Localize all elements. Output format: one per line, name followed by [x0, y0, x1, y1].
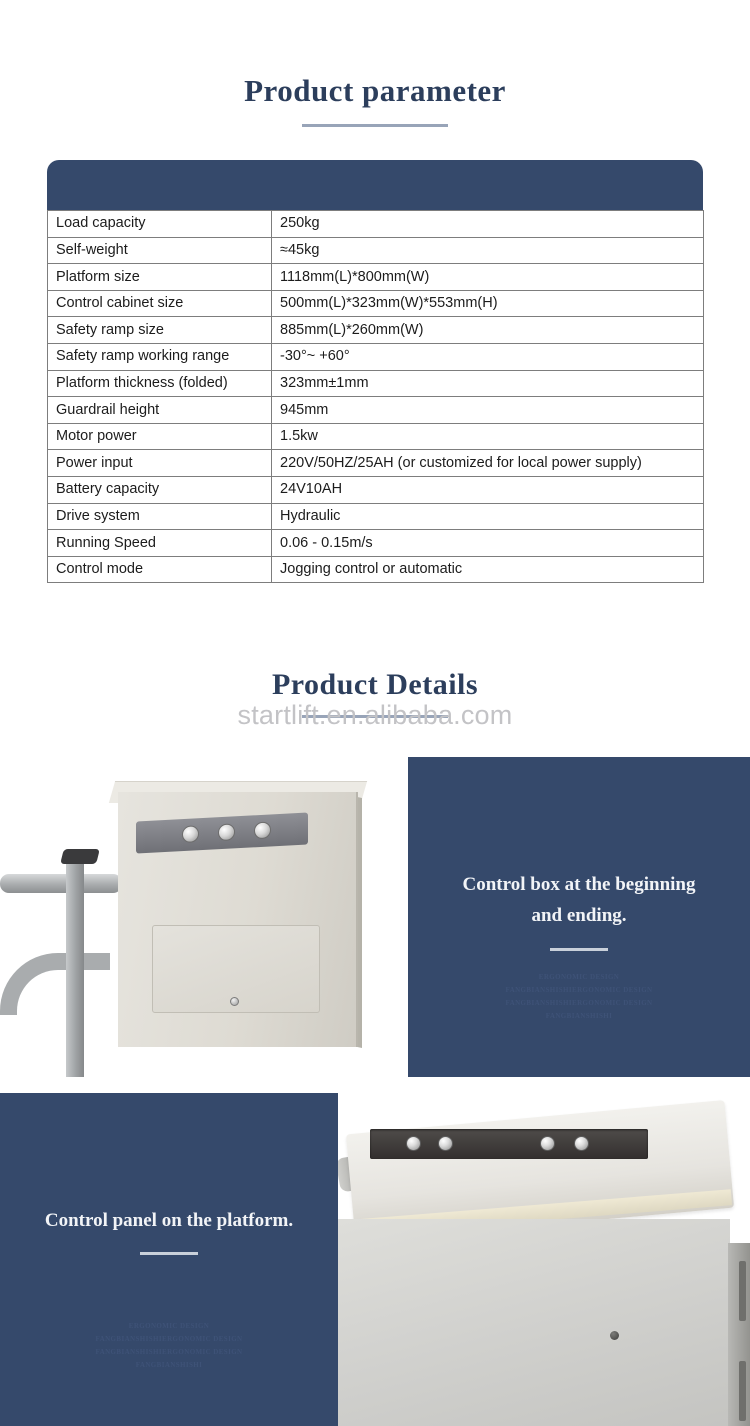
title-underline	[302, 124, 448, 127]
caption-line-1: Control box at the beginning	[462, 874, 696, 895]
platform-button-4	[574, 1136, 589, 1151]
faint-line-1: ERGONOMIC DESIGN	[538, 973, 620, 982]
handrail-post	[66, 861, 84, 1077]
parameter-table-body	[47, 210, 704, 583]
table-row	[48, 343, 704, 370]
handrail-curve	[0, 953, 110, 1015]
platform-button-1	[406, 1136, 421, 1151]
table-cell-value: Jogging control or automatic	[272, 556, 704, 583]
cabinet-lock	[230, 997, 239, 1006]
caption-underline-1	[550, 948, 608, 951]
caption-line-3: Control panel on the platform.	[44, 1210, 294, 1231]
cabinet-button-3	[254, 821, 271, 839]
table-row	[48, 370, 704, 397]
table-cell-value: 500mm(L)*323mm(W)*553mm(H)	[272, 290, 704, 317]
table-cell-value: 1.5kw	[272, 423, 704, 450]
table-cell-value: 220V/50HZ/25AH (or customized for local power supply)	[272, 450, 704, 477]
table-cell-key: Control mode	[48, 556, 272, 583]
table-row	[48, 476, 704, 503]
cabinet-button-2	[218, 823, 235, 841]
table-cell-key: Control cabinet size	[48, 290, 272, 317]
caption-underline-2	[140, 1252, 198, 1255]
platform-button-2	[438, 1136, 453, 1151]
product-parameter-header	[0, 0, 750, 127]
parameter-table	[47, 160, 703, 583]
table-cell-key: Battery capacity	[48, 476, 272, 503]
table-cell-value: Hydraulic	[272, 503, 704, 530]
table-row	[48, 397, 704, 424]
table-cell-value: 0.06 - 0.15m/s	[272, 530, 704, 557]
table-cell-key: Platform size	[48, 264, 272, 291]
platform-screw	[610, 1331, 619, 1340]
table-cell-key: Running Speed	[48, 530, 272, 557]
table-row	[48, 423, 704, 450]
table-row	[48, 237, 704, 264]
details-row-1	[0, 757, 750, 1077]
caption-panel-control-box	[408, 757, 750, 1077]
table-cell-key: Load capacity	[48, 211, 272, 238]
platform-hinge-bottom	[739, 1361, 746, 1421]
table-cell-value: ≈45kg	[272, 237, 704, 264]
faint-text-block-1	[408, 971, 750, 1023]
caption-panel-control-panel	[0, 1093, 338, 1426]
caption-inner-2	[0, 1205, 338, 1255]
table-cell-key: Drive system	[48, 503, 272, 530]
handrail-horizontal	[0, 874, 122, 893]
table-row	[48, 264, 704, 291]
table-row	[48, 211, 704, 238]
faint-text-block-2	[0, 1320, 338, 1372]
table-cell-value: 323mm±1mm	[272, 370, 704, 397]
table-row	[48, 503, 704, 530]
faint-line-6: FANGBIANSHISHIERGONOMIC DESIGN	[95, 1335, 243, 1344]
table-cell-value: -30°~ +60°	[272, 343, 704, 370]
table-row	[48, 317, 704, 344]
faint-line-4: FANGBIANSHISHI	[545, 1012, 613, 1021]
table-cell-value: 250kg	[272, 211, 704, 238]
table-row	[48, 530, 704, 557]
table-cell-value: 945mm	[272, 397, 704, 424]
faint-line-3: FANGBIANSHISHIERGONOMIC DESIGN	[505, 999, 653, 1008]
table-cell-key: Power input	[48, 450, 272, 477]
platform-hinge-top	[739, 1261, 746, 1321]
table-cell-key: Safety ramp size	[48, 317, 272, 344]
faint-line-5: ERGONOMIC DESIGN	[128, 1322, 210, 1331]
table-cell-value: 24V10AH	[272, 476, 704, 503]
table-cell-key: Motor power	[48, 423, 272, 450]
watermark: startlift.en.alibaba.com	[237, 700, 513, 730]
table-cell-key: Safety ramp working range	[48, 343, 272, 370]
table-cell-key: Platform thickness (folded)	[48, 370, 272, 397]
faint-line-7: FANGBIANSHISHIERGONOMIC DESIGN	[95, 1348, 243, 1357]
platform-button-strip	[370, 1129, 648, 1159]
table-cell-value: 1118mm(L)*800mm(W)	[272, 264, 704, 291]
table-row	[48, 450, 704, 477]
table-header-bar	[47, 160, 703, 210]
table-row	[48, 556, 704, 583]
handrail-cap	[60, 849, 100, 864]
details-row-2	[0, 1093, 750, 1426]
page-title: Product parameter	[244, 73, 506, 108]
platform-face	[338, 1219, 730, 1426]
table-cell-key: Guardrail height	[48, 397, 272, 424]
table-row	[48, 290, 704, 317]
control-cabinet-photo	[0, 757, 400, 1077]
caption-inner-1	[408, 869, 750, 951]
faint-line-2: FANGBIANSHISHIERGONOMIC DESIGN	[505, 986, 653, 995]
platform-control-panel-photo	[338, 1093, 750, 1426]
table-cell-value: 885mm(L)*260mm(W)	[272, 317, 704, 344]
cabinet-button-1	[182, 825, 199, 843]
platform-button-3	[540, 1136, 555, 1151]
table-cell-key: Self-weight	[48, 237, 272, 264]
details-title: Product Details	[271, 668, 479, 701]
caption-line-2: and ending.	[531, 905, 627, 927]
faint-line-8: FANGBIANSHISHI	[135, 1361, 203, 1370]
